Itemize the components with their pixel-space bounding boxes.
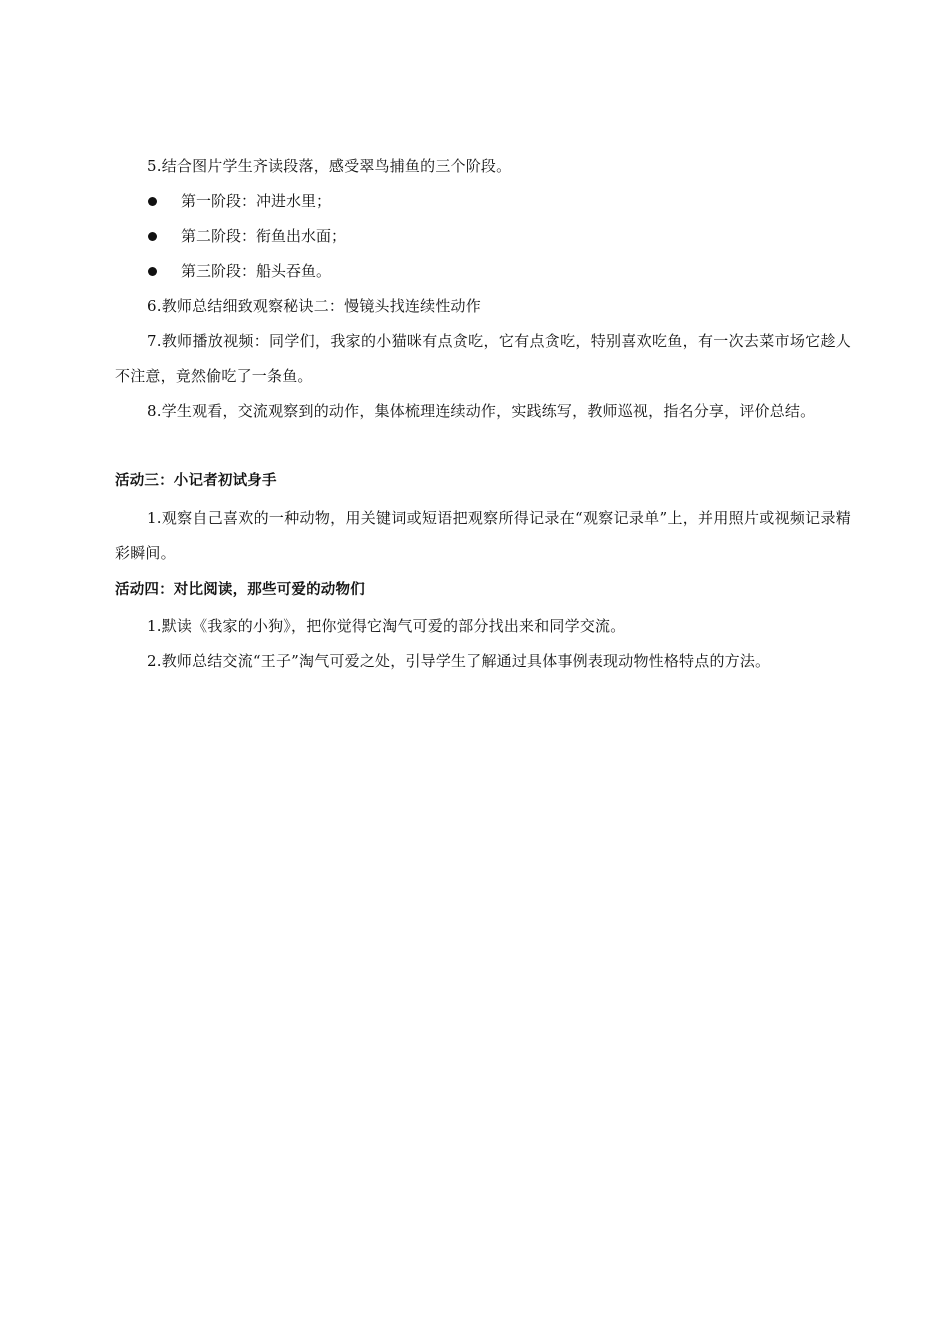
activity-3-step-1: 1.观察自己喜欢的一种动物，用关键词或短语把观察所得记录在“观察记录单”上，并用照片或视频记录精彩瞬间。 bbox=[115, 509, 851, 562]
step-6: 6.教师总结细致观察秘诀二：慢镜头找连续性动作 bbox=[147, 297, 481, 315]
step-8: 8.学生观看，交流观察到的动作，集体梳理连续动作，实践练写，教师巡视，指名分享，评价总结。 bbox=[147, 402, 816, 420]
bullet-dot-icon bbox=[148, 232, 157, 241]
bullet-dot-icon bbox=[148, 267, 157, 276]
bullet-text: 第二阶段：衔鱼出水面； bbox=[181, 227, 347, 245]
bullet-item-3 bbox=[148, 254, 331, 289]
step-7: 7.教师播放视频：同学们，我家的小猫咪有点贪吃，它有点贪吃，特别喜欢吃鱼，有一次去菜市场它趁人不注意，竟然偷吃了一条鱼。 bbox=[115, 332, 851, 385]
bullet-item-2 bbox=[148, 219, 346, 254]
bullet-text: 第三阶段：船头吞鱼。 bbox=[181, 262, 332, 280]
bullet-dot-icon bbox=[148, 197, 157, 206]
bullet-text: 第一阶段：冲进水里； bbox=[181, 192, 332, 210]
activity-4-step-1: 1.默读《我家的小狗》，把你觉得它淘气可爱的部分找出来和同学交流。 bbox=[147, 617, 626, 635]
activity-4-step-2: 2.教师总结交流“王子”淘气可爱之处，引导学生了解通过具体事例表现动物性格特点的方法。 bbox=[147, 652, 771, 670]
section-heading-activity-3: 活动三：小记者初试身手 bbox=[115, 473, 277, 489]
section-heading-activity-4: 活动四：对比阅读，那些可爱的动物们 bbox=[115, 582, 365, 598]
step-5: 5.结合图片学生齐读段落，感受翠鸟捕鱼的三个阶段。 bbox=[147, 157, 512, 175]
bullet-item-1 bbox=[148, 184, 331, 219]
